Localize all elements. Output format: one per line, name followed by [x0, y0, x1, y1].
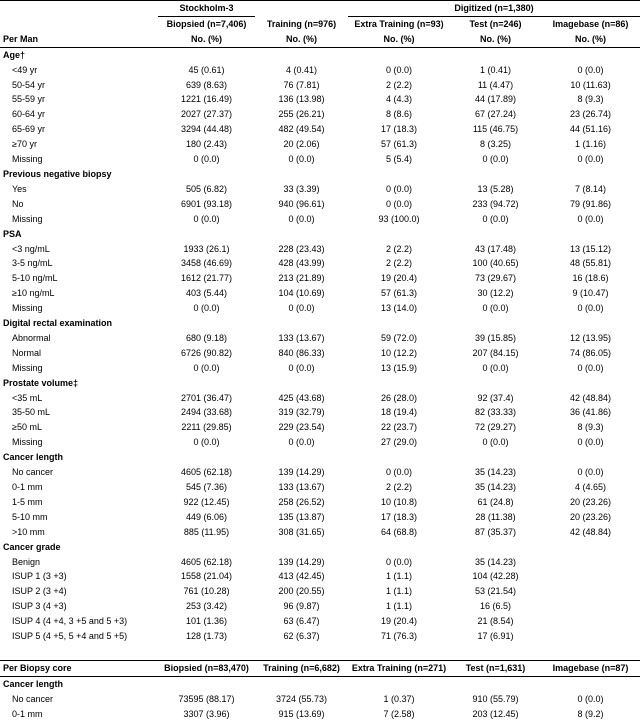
cell-value: 0 (0.0) — [193, 362, 220, 373]
col-header-imagebase: Imagebase (n=86) — [552, 18, 629, 29]
cell-value: 44 (51.16) — [569, 124, 612, 135]
cell-value: 62 (6.37) — [283, 631, 320, 642]
cell-value: 42 (48.84) — [569, 392, 612, 403]
table-row — [0, 629, 640, 644]
table-row — [0, 107, 640, 122]
cell-value: 71 (76.3) — [380, 631, 418, 642]
cell-value: 0 (0.0) — [288, 154, 315, 165]
cell-value: 0 (0.0) — [577, 154, 604, 165]
table-row — [0, 435, 640, 450]
cell-value: 67 (27.24) — [474, 109, 517, 120]
cell-value: 139 (14.29) — [278, 467, 325, 478]
row-label: Missing — [12, 213, 43, 224]
row-label: Normal — [12, 347, 42, 358]
cell-value: 203 (12.45) — [472, 708, 519, 719]
cell-value: 96 (9.87) — [283, 601, 320, 612]
cell-value: 33 (3.39) — [283, 183, 320, 194]
group-stockholm: Stockholm-3 — [158, 1, 255, 17]
cell-value: 8 (9.2) — [577, 708, 604, 719]
unit-label: No. (%) — [541, 32, 640, 47]
cell-value: 0 (0.0) — [482, 303, 509, 314]
cell-value: 2 (2.2) — [385, 243, 412, 254]
cell-value: 53 (21.54) — [474, 586, 517, 597]
row-label: ≥10 ng/mL — [12, 288, 55, 299]
row-label: <35 mL — [12, 392, 43, 403]
cell-value: 36 (41.86) — [569, 407, 612, 418]
cell-value: 428 (43.99) — [278, 258, 325, 269]
cell-value: 27 (29.0) — [380, 437, 418, 448]
cell-value: 0 (0.0) — [288, 362, 315, 373]
cell-value: 19 (20.4) — [380, 273, 418, 284]
cell-value: 16 (6.5) — [479, 601, 512, 612]
table-row — [0, 212, 640, 227]
cell-value: 64 (68.8) — [380, 526, 418, 537]
cell-value: 1 (1.1) — [385, 586, 412, 597]
row-label: ISUP 5 (4 +5, 5 +4 and 5 +5) — [12, 631, 128, 642]
cell-value: 93 (100.0) — [378, 213, 420, 224]
table-row — [0, 495, 640, 510]
row-label: <49 yr — [12, 64, 38, 75]
cell-value: 19 (20.4) — [380, 616, 418, 627]
cell-value: 26 (28.0) — [380, 392, 418, 403]
cell-value: 0 (0.0) — [385, 467, 412, 478]
cell-value: 3307 (3.96) — [183, 708, 230, 719]
cell-value: 319 (32.79) — [278, 407, 325, 418]
cell-value: 482 (49.54) — [278, 124, 325, 135]
row-label: ≥70 yr — [12, 139, 37, 150]
cell-value: 2701 (36.47) — [180, 392, 233, 403]
cell-value: 0 (0.0) — [577, 693, 604, 704]
cell-value: 449 (6.06) — [185, 511, 228, 522]
table-row — [0, 391, 640, 406]
cell-value: 255 (26.21) — [278, 109, 325, 120]
row-label: 0-1 mm — [12, 708, 43, 719]
row-label: 55-59 yr — [12, 94, 46, 105]
cell-value: 0 (0.0) — [577, 437, 604, 448]
section-header-row — [0, 676, 640, 691]
cell-value: 135 (13.87) — [278, 511, 325, 522]
cell-value: 200 (20.55) — [278, 586, 325, 597]
cell-value: 0 (0.0) — [288, 303, 315, 314]
unit-label: No. (%) — [450, 32, 541, 47]
per-man-body — [0, 47, 640, 644]
core-col-header-imagebase: Imagebase (n=87) — [541, 660, 640, 676]
cell-value: 915 (13.69) — [278, 708, 325, 719]
cell-value: 45 (0.61) — [188, 64, 225, 75]
table-row — [0, 301, 640, 316]
row-label: 5-10 mm — [12, 511, 48, 522]
table-row — [0, 197, 640, 212]
cell-value: 4605 (62.18) — [180, 556, 233, 567]
cell-value: 229 (23.54) — [278, 422, 325, 433]
cell-value: 104 (10.69) — [278, 288, 325, 299]
row-label: 35-50 mL — [12, 407, 51, 418]
cell-value: 63 (6.47) — [283, 616, 320, 627]
cell-value: 1558 (21.04) — [180, 571, 233, 582]
table-row — [0, 584, 640, 599]
cell-value — [541, 629, 640, 644]
table-row — [0, 599, 640, 614]
cell-value: 8 (9.3) — [577, 94, 604, 105]
cell-value: 59 (72.0) — [380, 332, 418, 343]
cell-value: 1 (1.1) — [385, 571, 412, 582]
core-col-header-training: Training (n=6,682) — [255, 660, 348, 676]
row-label: Missing — [12, 303, 43, 314]
cell-value: 253 (3.42) — [185, 601, 228, 612]
table-row — [0, 152, 640, 167]
cell-value: 23 (26.74) — [569, 109, 612, 120]
table-row — [0, 465, 640, 480]
cell-value: 101 (1.36) — [185, 616, 228, 627]
cell-value: 0 (0.0) — [385, 198, 412, 209]
section-header-row — [0, 167, 640, 182]
group-digitized: Digitized (n=1,380) — [348, 1, 640, 17]
cell-value: 104 (42.28) — [472, 571, 519, 582]
section-title: Cancer length — [3, 452, 64, 463]
table-row — [0, 63, 640, 78]
cell-value: 44 (17.89) — [474, 94, 517, 105]
cell-value: 413 (42.45) — [278, 571, 325, 582]
cell-value: 28 (11.38) — [475, 511, 516, 522]
cell-value: 4 (4.65) — [574, 482, 607, 492]
cell-value: 3724 (55.73) — [275, 693, 328, 704]
cell-value: 43 (17.48) — [474, 243, 517, 254]
col-header-extra-training: Extra Training (n=93) — [354, 18, 444, 29]
cell-value: 0 (0.0) — [577, 467, 604, 478]
cell-value: 82 (33.33) — [474, 407, 517, 418]
cell-value: 3294 (44.48) — [180, 124, 233, 135]
cell-value: 2211 (29.85) — [181, 422, 232, 433]
cell-value: 910 (55.79) — [472, 693, 519, 704]
per-man-label: Per Man — [0, 32, 158, 47]
per-core-body — [0, 676, 640, 721]
cell-value: 73 (29.67) — [474, 273, 517, 284]
table-row — [0, 361, 640, 376]
cell-value: 0 (0.0) — [577, 213, 604, 224]
row-label: ISUP 3 (4 +3) — [12, 601, 67, 612]
cell-value: 0 (0.0) — [482, 362, 509, 373]
section-header-row — [0, 227, 640, 242]
section-title: PSA — [3, 228, 22, 239]
cell-value: 213 (21.89) — [278, 273, 325, 284]
cell-value: 1 (0.41) — [479, 64, 512, 75]
table-row — [0, 182, 640, 197]
cell-value: 18 (19.4) — [380, 407, 418, 418]
cell-value: 13 (5.28) — [477, 183, 514, 194]
cell-value: 922 (12.45) — [183, 496, 230, 507]
section-title: Cancer length — [3, 678, 64, 689]
cell-value: 0 (0.0) — [482, 437, 509, 448]
cell-value: 21 (8.54) — [477, 616, 514, 627]
group-header-row — [0, 1, 640, 17]
cell-value: 20 (2.06) — [283, 139, 320, 150]
row-label: 1-5 mm — [12, 496, 43, 507]
table-row — [0, 271, 640, 286]
table-row — [0, 420, 640, 435]
cell-value: 100 (40.65) — [472, 258, 519, 269]
section-title: Cancer grade — [3, 541, 61, 552]
spacer-row — [0, 644, 640, 661]
row-label: ISUP 1 (3 +3) — [12, 571, 67, 582]
cell-value: 0 (0.0) — [577, 303, 604, 314]
col-header-biopsied: Biopsied (n=7,406) — [166, 18, 247, 29]
row-label: 50-54 yr — [12, 79, 46, 90]
section-header-row — [0, 47, 640, 62]
table-row — [0, 569, 640, 584]
cell-value: 16 (18.6) — [572, 273, 609, 284]
cell-value: 1221 (16.49) — [180, 94, 233, 105]
row-label: 5-10 ng/mL — [12, 273, 58, 284]
cell-value: 72 (29.27) — [474, 422, 517, 433]
table-row — [0, 555, 640, 570]
cell-value: 0 (0.0) — [385, 556, 412, 567]
cell-value: 133 (13.67) — [278, 482, 325, 492]
cell-value: 8 (3.25) — [479, 139, 512, 150]
table-row — [0, 256, 640, 271]
units-header-row — [0, 32, 640, 47]
cell-value: 35 (14.23) — [474, 467, 517, 478]
cell-value: 20 (23.26) — [569, 496, 612, 507]
cell-value: 13 (15.9) — [380, 362, 418, 373]
cell-value: 505 (6.82) — [185, 183, 228, 194]
cell-value: 30 (12.2) — [477, 288, 514, 299]
table-row — [0, 331, 640, 346]
section-header-row — [0, 376, 640, 391]
cell-value: 1 (0.37) — [383, 693, 415, 704]
cell-value: 940 (96.61) — [278, 198, 325, 209]
cell-value: 6901 (93.18) — [180, 198, 233, 209]
cell-value: 207 (84.15) — [472, 347, 519, 358]
cell-value: 11 (4.47) — [477, 79, 514, 90]
section-header-row — [0, 540, 640, 555]
table-row — [0, 137, 640, 152]
row-label: Abnormal — [12, 332, 51, 343]
cell-value: 0 (0.0) — [577, 362, 604, 373]
table-row — [0, 707, 640, 722]
per-core-label: Per Biopsy core — [0, 660, 158, 676]
col-header-training: Training (n=976) — [266, 18, 337, 29]
cell-value: 228 (23.43) — [278, 243, 325, 254]
cell-value: 0 (0.0) — [193, 303, 220, 314]
table-row — [0, 242, 640, 257]
cell-value: 5 (5.4) — [385, 154, 412, 165]
cell-value: 10 (10.8) — [380, 496, 418, 507]
cell-value: 13 (14.0) — [380, 303, 418, 314]
cell-value: 680 (9.18) — [185, 332, 228, 343]
cell-value: 403 (5.44) — [185, 288, 228, 299]
cell-value: 2 (2.2) — [385, 258, 412, 269]
cell-value: 7 (8.14) — [574, 183, 607, 194]
row-label: 65-69 yr — [12, 124, 46, 135]
cell-value: 10 (11.63) — [570, 79, 611, 90]
cell-value: 73595 (88.17) — [178, 693, 235, 704]
row-label: 3-5 ng/mL — [12, 258, 53, 269]
cell-value: 2027 (27.37) — [180, 109, 233, 120]
cell-value: 139 (14.29) — [278, 556, 325, 567]
table-row — [0, 92, 640, 107]
cell-value: 12 (13.95) — [569, 332, 612, 343]
core-col-header-extra-training: Extra Training (n=271) — [348, 660, 450, 676]
cell-value: 8 (8.6) — [385, 109, 412, 120]
row-label: Yes — [12, 183, 27, 194]
section-title: Age† — [3, 49, 26, 60]
cell-value: 180 (2.43) — [185, 139, 228, 150]
row-label: ISUP 4 (4 +4, 3 +5 and 5 +3) — [12, 616, 128, 627]
cell-value: 133 (13.67) — [278, 332, 325, 343]
cell-value: 136 (13.98) — [278, 94, 325, 105]
cell-value: 0 (0.0) — [288, 213, 315, 224]
table-row — [0, 286, 640, 301]
cell-value: 1 (1.1) — [385, 601, 412, 612]
cell-value: 0 (0.0) — [288, 437, 315, 448]
cell-value: 20 (23.26) — [569, 511, 612, 522]
cell-value: 17 (18.3) — [380, 511, 418, 522]
cell-value: 233 (94.72) — [472, 198, 519, 209]
cell-value: 0 (0.0) — [385, 183, 412, 194]
cell-value — [541, 599, 640, 614]
cell-value: 1933 (26.1) — [183, 243, 230, 254]
cell-value: 2 (2.2) — [385, 79, 412, 90]
cell-value: 9 (10.47) — [572, 288, 609, 299]
cell-value: 885 (11.95) — [183, 526, 230, 537]
row-label: 0-1 mm — [12, 482, 43, 492]
cell-value: 17 (6.91) — [477, 631, 514, 642]
cell-value: 76 (7.81) — [283, 79, 320, 90]
cell-value: 1 (1.16) — [574, 139, 607, 150]
table-row — [0, 122, 640, 137]
cell-value: 0 (0.0) — [482, 213, 509, 224]
section-title: Prostate volume‡ — [3, 377, 79, 388]
row-label: <3 ng/mL — [12, 243, 50, 254]
table-row — [0, 614, 640, 629]
column-header-row — [0, 16, 640, 31]
cell-value: 39 (15.85) — [474, 332, 517, 343]
cell-value: 57 (61.3) — [380, 139, 418, 150]
table-row — [0, 510, 640, 525]
cell-value: 761 (10.28) — [183, 586, 230, 597]
cell-value: 6726 (90.82) — [180, 347, 233, 358]
cell-value: 2494 (33.68) — [180, 407, 233, 418]
cell-value: 545 (7.36) — [185, 482, 228, 492]
cell-value: 2 (2.2) — [385, 482, 412, 492]
cell-value: 308 (31.65) — [278, 526, 325, 537]
cell-value: 4 (4.3) — [385, 94, 412, 105]
unit-label: No. (%) — [348, 32, 450, 47]
cell-value — [541, 569, 640, 584]
row-label: Benign — [12, 556, 41, 567]
cell-value: 0 (0.0) — [193, 213, 220, 224]
unit-label: No. (%) — [255, 32, 348, 47]
cell-value: 13 (15.12) — [569, 243, 612, 254]
cell-value: 258 (26.52) — [278, 496, 325, 507]
cell-value: 92 (37.4) — [477, 392, 514, 403]
cell-value: 79 (91.86) — [569, 198, 612, 209]
table-row — [0, 405, 640, 420]
cell-value — [541, 555, 640, 570]
cell-value: 61 (24.8) — [477, 496, 514, 507]
section-title: Previous negative biopsy — [3, 168, 112, 179]
cell-value: 35 (14.23) — [474, 482, 517, 492]
row-label: Missing — [12, 437, 43, 448]
row-label: Missing — [12, 362, 43, 373]
cell-value: 87 (35.37) — [474, 526, 517, 537]
table-row — [0, 78, 640, 93]
row-label: No — [12, 198, 24, 209]
cell-value: 17 (18.3) — [380, 124, 418, 135]
cell-value: 10 (12.2) — [380, 347, 418, 358]
cell-value: 22 (23.7) — [380, 422, 418, 433]
core-col-header-biopsied: Biopsied (n=83,470) — [158, 660, 255, 676]
cell-value: 1612 (21.77) — [180, 273, 233, 284]
row-label: ISUP 2 (3 +4) — [12, 586, 67, 597]
section-title: Digital rectal examination — [3, 318, 113, 329]
row-label: Missing — [12, 154, 43, 165]
cell-value: 8 (9.3) — [577, 422, 604, 433]
cell-value: 57 (61.3) — [380, 288, 418, 299]
cell-value: 0 (0.0) — [193, 437, 220, 448]
cell-value — [541, 584, 640, 599]
cell-value: 425 (43.68) — [278, 392, 325, 403]
cell-value: 840 (86.33) — [278, 347, 325, 358]
cell-value: 35 (14.23) — [474, 556, 517, 567]
core-header-row — [0, 660, 640, 676]
cell-value: 7 (2.58) — [383, 708, 415, 719]
cell-value: 4605 (62.18) — [180, 467, 233, 478]
row-label: ≥50 mL — [12, 422, 42, 433]
cell-value: 639 (8.63) — [185, 79, 228, 90]
table-row — [0, 480, 640, 495]
cell-value: 74 (86.05) — [569, 347, 612, 358]
col-header-test: Test (n=246) — [469, 18, 522, 29]
cell-value: 0 (0.0) — [385, 64, 412, 75]
cell-value: 115 (46.75) — [472, 124, 519, 135]
cell-value: 3458 (46.69) — [180, 258, 233, 269]
cell-value: 42 (48.84) — [569, 526, 612, 537]
section-header-row — [0, 450, 640, 465]
row-label: No cancer — [12, 467, 54, 478]
unit-label: No. (%) — [158, 32, 255, 47]
row-label: No cancer — [12, 693, 54, 704]
cell-value: 128 (1.73) — [185, 631, 228, 642]
row-label: >10 mm — [12, 526, 45, 537]
section-header-row — [0, 316, 640, 331]
table-row — [0, 525, 640, 540]
cell-value: 0 (0.0) — [193, 154, 220, 165]
row-label: 60-64 yr — [12, 109, 46, 120]
cell-value: 0 (0.0) — [577, 64, 604, 75]
core-col-header-test: Test (n=1,631) — [450, 660, 541, 676]
cell-value: 0 (0.0) — [482, 154, 509, 165]
table-row — [0, 346, 640, 361]
cell-value: 4 (0.41) — [285, 64, 318, 75]
cell-value: 48 (55.81) — [569, 258, 612, 269]
table-row — [0, 692, 640, 707]
cell-value — [541, 614, 640, 629]
